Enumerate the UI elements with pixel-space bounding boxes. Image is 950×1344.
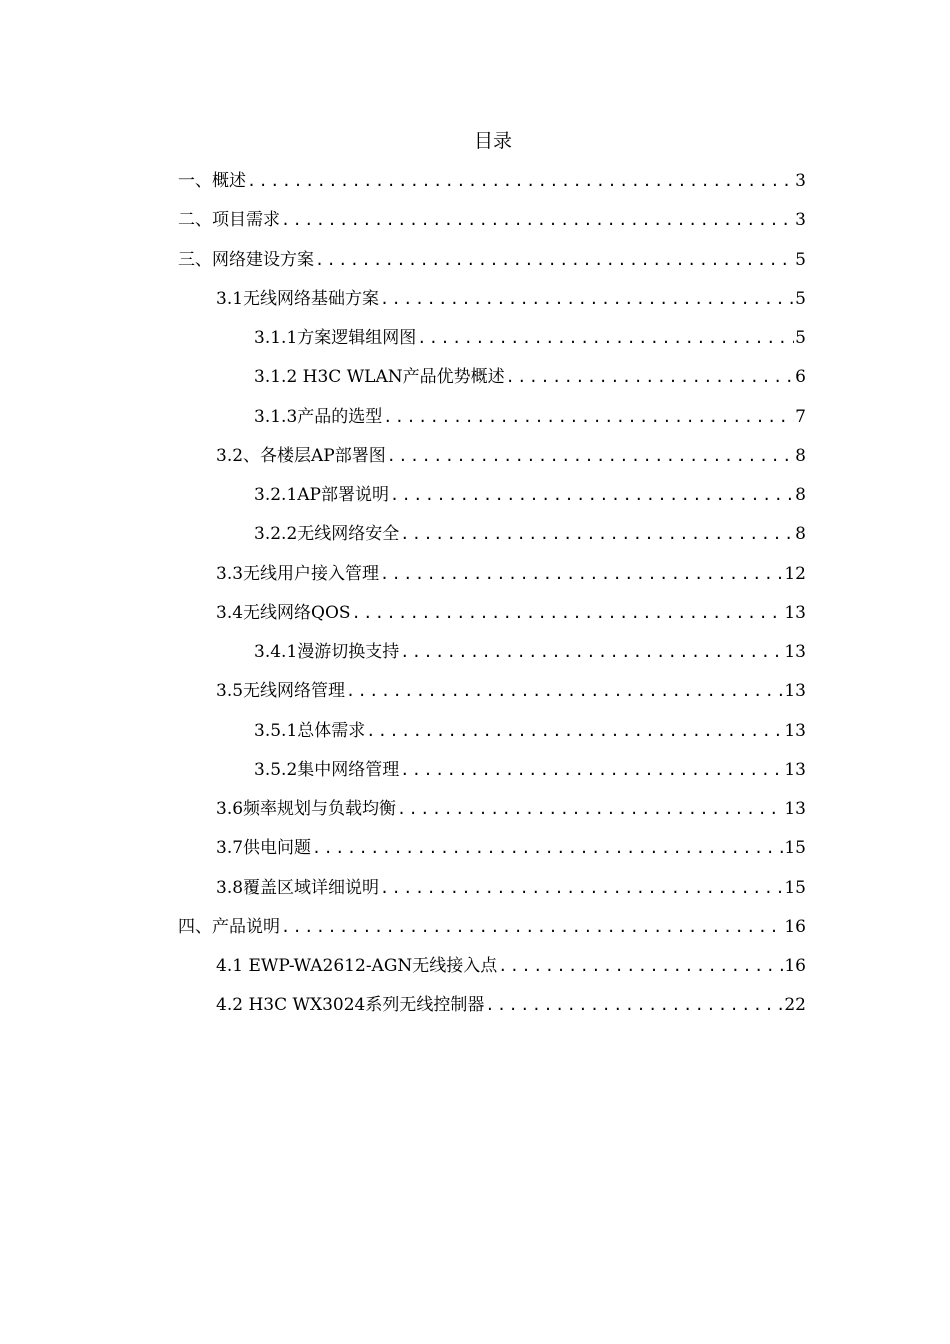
toc-entry[interactable] [178,482,806,521]
toc-entry-page: 6 [795,367,806,388]
toc-entry-text: 3.6频率规划与负载均衡 [216,799,397,819]
toc-entry-page: 5 [795,328,806,348]
toc-entry[interactable] [178,521,806,560]
dot-leader [485,992,783,1018]
toc-entry-page: 8 [795,524,806,545]
toc-entry-text: 3.8覆盖区域详细说明 [216,877,380,898]
toc-entry[interactable] [178,325,806,364]
toc-entry-page: 13 [784,799,806,819]
toc-entry[interactable] [178,835,806,874]
toc-entry-page: 16 [784,956,806,976]
toc-entry-page: 13 [784,642,806,662]
toc-entry-text: 一、概述 [178,171,246,191]
toc-entry-page: 5 [795,249,806,270]
dot-leader [366,718,783,744]
toc-entry-page: 15 [784,877,806,898]
toc-entry-page: 13 [784,602,806,623]
toc-entry-page: 3 [795,210,806,231]
toc-entry-page: 22 [784,995,806,1016]
toc-entry-text: 3.1.3产品的选型 [254,406,383,427]
toc-entry[interactable] [178,364,806,403]
dot-leader [247,168,794,194]
toc-entry-text: 四、产品说明 [178,916,280,937]
toc-entry-page: 7 [795,406,806,427]
toc-entry[interactable] [178,168,806,207]
dot-leader [281,914,783,940]
dot-leader [346,678,783,704]
toc-entry-page: 13 [784,759,806,780]
toc-entry[interactable] [178,600,806,639]
toc-entry-page: 8 [795,485,806,505]
toc-entry-page: 15 [784,838,806,859]
toc-entry-page: 3 [795,171,806,191]
dot-leader [506,364,795,390]
toc-entry[interactable] [178,639,806,678]
dot-leader [383,404,794,430]
dot-leader [312,835,783,861]
dot-leader [397,796,783,822]
dot-leader [400,521,794,547]
toc-entry[interactable] [178,914,806,953]
toc-entry[interactable] [178,757,806,796]
toc-entry-page: 16 [784,916,806,937]
toc-title: 目录 [473,130,512,152]
dot-leader [390,482,794,508]
toc-entry-page: 5 [795,288,806,309]
toc-entry-text: 二、项目需求 [178,210,280,231]
dot-leader [380,286,794,312]
dot-leader [352,600,784,626]
toc-entry-text: 3.5.2集中网络管理 [254,759,400,780]
dot-leader [387,443,794,469]
toc-entry-text: 3.5.1总体需求 [254,720,366,741]
toc-entry[interactable] [178,953,806,992]
toc-entry[interactable] [178,992,806,1031]
dot-leader [380,875,783,901]
table-of-contents [178,168,806,1032]
dot-leader [315,247,794,273]
toc-entry-text: 4.1 EWP-WA2612-AGN无线接入点 [216,956,498,976]
toc-entry-text: 3.5无线网络管理 [216,681,346,702]
toc-entry[interactable] [178,207,806,246]
dot-leader [417,325,794,351]
toc-entry[interactable] [178,247,806,286]
toc-entry-text: 3.2、各楼层AP部署图 [216,445,386,466]
toc-entry-page: 12 [784,563,806,584]
toc-entry-text: 4.2 H3C WX3024系列无线控制器 [216,995,485,1016]
dot-leader [400,639,783,665]
toc-entry-text: 3.1.2 H3C WLAN产品优势概述 [254,367,505,388]
toc-entry[interactable] [178,875,806,914]
toc-entry[interactable] [178,718,806,757]
toc-entry[interactable] [178,286,806,325]
toc-entry-text: 3.2.2无线网络安全 [254,524,400,545]
toc-entry-text: 3.1无线网络基础方案 [216,288,380,309]
dot-leader [498,953,783,979]
toc-entry[interactable] [178,404,806,443]
toc-entry[interactable] [178,443,806,482]
toc-entry-text: 3.4.1漫游切换支持 [254,642,400,662]
toc-entry-text: 3.4无线网络QOS [216,602,351,623]
toc-entry[interactable] [178,796,806,835]
toc-entry-text: 三、网络建设方案 [178,249,314,270]
toc-entry-text: 3.1.1方案逻辑组网图 [254,328,417,348]
dot-leader [281,207,794,233]
dot-leader [400,757,783,783]
toc-entry-page: 13 [784,681,806,702]
toc-entry-page: 13 [784,720,806,741]
toc-entry-text: 3.3无线用户接入管理 [216,563,380,584]
toc-entry[interactable] [178,678,806,717]
toc-entry-text: 3.7供电问题 [216,838,312,859]
toc-entry-page: 8 [795,445,806,466]
dot-leader [380,561,783,587]
toc-entry-text: 3.2.1AP部署说明 [254,485,389,505]
toc-entry[interactable] [178,561,806,600]
